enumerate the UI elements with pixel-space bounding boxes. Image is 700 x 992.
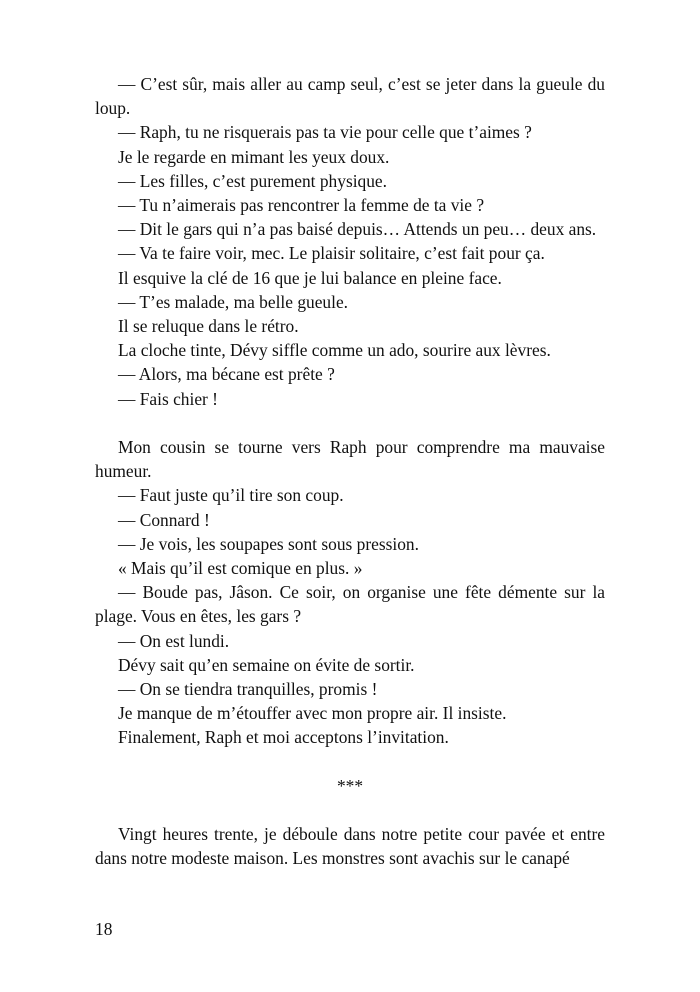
paragraph: — Dit le gars qui n’a pas baisé depuis… Attends un peu… deux ans.	[118, 219, 597, 240]
paragraph: — Je vois, les soupapes sont sous pression.	[118, 533, 419, 554]
paragraph: — Va te faire voir, mec. Le plaisir solitaire, c’est fait pour ça.	[118, 243, 545, 264]
paragraph: — Alors, ma bécane est prête ?	[118, 364, 335, 385]
paragraph: — Faut juste qu’il tire son coup.	[118, 485, 344, 506]
page-text	[95, 72, 605, 871]
paragraph: — On est lundi.	[118, 630, 230, 651]
blank-line	[95, 411, 605, 435]
paragraph: — Les filles, c’est purement physique.	[118, 170, 388, 191]
paragraph: Je manque de m’étouffer avec mon propre air. Il insiste.	[118, 703, 507, 724]
scene-separator: ***	[336, 775, 364, 796]
paragraph: « Mais qu’il est comique en plus. »	[118, 558, 363, 579]
paragraph: — On se tiendra tranquilles, promis !	[118, 679, 378, 700]
paragraph: — T’es malade, ma belle gueule.	[118, 291, 349, 312]
paragraph: La cloche tinte, Dévy siffle comme un ado, sourire aux lèvres.	[118, 340, 551, 361]
blank-line	[95, 798, 605, 822]
paragraph: Il esquive la clé de 16 que je lui balance en pleine face.	[118, 267, 502, 288]
paragraph: — Tu n’aimerais pas rencontrer la femme de ta vie ?	[118, 195, 485, 216]
page-number: 18	[95, 919, 113, 939]
paragraph: Finalement, Raph et moi acceptons l’invitation.	[118, 727, 449, 748]
blank-line	[95, 750, 605, 774]
paragraph: Dévy sait qu’en semaine on évite de sortir.	[118, 654, 415, 675]
paragraph: — Raph, tu ne risquerais pas ta vie pour celle que t’aimes ?	[118, 122, 532, 143]
paragraph: Vingt heures trente, je déboule dans notre petite cour pavée et entre dans notre modeste maison. Les monstres sont avachis sur le canapé	[95, 824, 605, 869]
paragraph: Je le regarde en mimant les yeux doux.	[118, 146, 390, 167]
paragraph: Il se reluque dans le rétro.	[118, 316, 299, 337]
paragraph: — Connard !	[118, 509, 210, 530]
paragraph: — Boude pas, Jâson. Ce soir, on organise une fête démente sur la plage. Vous en êtes, les gars ?	[95, 582, 605, 627]
paragraph: Mon cousin se tourne vers Raph pour comprendre ma mauvaise humeur.	[95, 437, 605, 482]
paragraph: — Fais chier !	[118, 388, 218, 409]
paragraph: — C’est sûr, mais aller au camp seul, c’est se jeter dans la gueule du loup.	[95, 74, 605, 119]
